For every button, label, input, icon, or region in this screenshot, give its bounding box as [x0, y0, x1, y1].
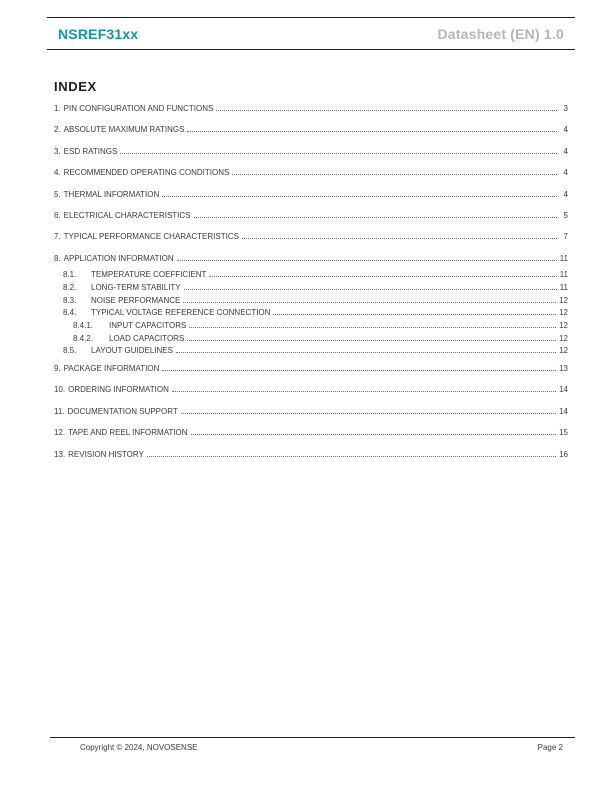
dot-leader [187, 129, 557, 132]
toc-entry[interactable] [73, 333, 568, 346]
toc-entry-label: APPLICATION INFORMATION [63, 253, 174, 263]
toc-entry-label: PIN CONFIGURATION AND FUNCTIONS [63, 104, 214, 113]
toc-entry-page: 4 [563, 168, 568, 178]
toc-entry-label: TYPICAL PERFORMANCE CHARACTERISTICS [63, 232, 239, 242]
toc-entry[interactable] [54, 401, 568, 422]
toc-entry[interactable] [54, 184, 568, 205]
dot-leader [183, 300, 556, 303]
dot-leader [194, 215, 557, 218]
dot-leader [232, 172, 557, 175]
toc-entry[interactable] [63, 345, 568, 358]
toc-entry-page: 14 [559, 406, 568, 416]
toc-entry[interactable] [54, 444, 568, 465]
toc-entry-page: 12 [559, 346, 568, 356]
toc-entry-label: PACKAGE INFORMATION [63, 363, 160, 373]
toc-entry-page: 7 [563, 232, 568, 242]
dot-leader [216, 108, 557, 111]
toc-entry-page: 13 [559, 363, 568, 373]
toc-entry-page: 4 [563, 146, 568, 156]
toc-entry-page: 11 [559, 282, 568, 292]
toc-entry-number: 2. [54, 125, 61, 135]
toc-entry-number: 8.4. [63, 308, 77, 318]
dot-leader [181, 411, 556, 414]
toc-entry-label: LOAD CAPACITORS [109, 333, 185, 343]
toc-entry-page: 14 [559, 385, 568, 395]
toc-entry-label: INPUT CAPACITORS [109, 320, 187, 330]
toc-entry[interactable] [54, 98, 568, 119]
toc-entry-label: ELECTRICAL CHARACTERISTICS [63, 210, 191, 220]
toc-entry-number: 9. [54, 363, 61, 373]
dot-leader [147, 454, 556, 457]
toc-entry-page: 11 [559, 253, 568, 263]
toc-entry[interactable] [54, 422, 568, 443]
toc-entry-number: 8.2. [63, 282, 77, 292]
page-footer [50, 737, 575, 752]
toc-entry[interactable] [54, 119, 568, 140]
toc-entry-number: 7. [54, 232, 61, 242]
dot-leader [187, 338, 556, 341]
toc-entry-page: 11 [559, 270, 568, 280]
toc-entry[interactable] [63, 295, 568, 308]
toc-entry-page: 3 [563, 104, 568, 113]
toc-entry-page: 12 [559, 308, 568, 318]
toc-entry-number: 4. [54, 168, 61, 178]
toc-entry-page: 12 [559, 320, 568, 330]
toc-entry-number: 1. [54, 104, 61, 113]
toc-entry-label: NOISE PERFORMANCE [91, 295, 181, 305]
toc-entry-label: TYPICAL VOLTAGE REFERENCE CONNECTION [91, 308, 271, 318]
toc-entry[interactable] [63, 282, 568, 295]
toc-entry-page: 4 [563, 189, 568, 199]
toc-entry-page: 12 [559, 333, 568, 343]
toc-entry-number: 8.1. [63, 270, 77, 280]
page-header [47, 17, 575, 50]
toc-entry[interactable] [54, 205, 568, 226]
dot-leader [273, 312, 556, 315]
dot-leader [189, 325, 556, 328]
document-title: Datasheet (EN) 1.0 [437, 25, 564, 42]
toc-entry-number: 8.4.1. [73, 320, 94, 330]
toc-entry-number: 8.5. [63, 346, 77, 356]
toc-entry[interactable] [73, 320, 568, 333]
toc-entry-number: 5. [54, 189, 61, 199]
dot-leader [242, 236, 557, 239]
toc-entry-number: 10. [54, 385, 66, 395]
toc-entry-label: ESD RATINGS [63, 146, 118, 156]
toc-entry-label: THERMAL INFORMATION [63, 189, 160, 199]
dot-leader [176, 350, 556, 353]
toc-entry-label: ABSOLUTE MAXIMUM RATINGS [63, 125, 185, 135]
dot-leader [191, 432, 557, 435]
toc-entry-label: RECOMMENDED OPERATING CONDITIONS [63, 168, 230, 178]
index-heading: INDEX [54, 79, 97, 94]
dot-leader [162, 194, 557, 197]
toc-entry-number: 8.3. [63, 295, 77, 305]
toc-entry-label: TAPE AND REEL INFORMATION [68, 428, 188, 438]
toc-entry[interactable] [54, 379, 568, 400]
dot-leader [209, 274, 556, 277]
dot-leader [184, 287, 557, 290]
toc-entry[interactable] [63, 269, 568, 282]
toc-entry-page: 12 [559, 295, 568, 305]
toc-entry[interactable] [63, 307, 568, 320]
toc-entry-number: 8. [54, 253, 61, 263]
toc-entry[interactable] [54, 358, 568, 379]
toc-entry-page: 5 [563, 210, 568, 220]
toc-entry-page: 15 [559, 428, 568, 438]
toc-entry-number: 12. [54, 428, 66, 438]
toc-entry-label: DOCUMENTATION SUPPORT [67, 406, 178, 416]
toc-entry-number: 13. [54, 449, 66, 459]
dot-leader [120, 151, 557, 154]
toc-entry-label: LONG-TERM STABILITY [91, 282, 181, 292]
toc-entry-number: 8.4.2. [73, 333, 94, 343]
page-number: Page 2 [537, 743, 563, 752]
product-name: NSREF31xx [58, 25, 139, 42]
dot-leader [172, 389, 556, 392]
toc-entry[interactable] [54, 141, 568, 162]
dot-leader [177, 258, 557, 261]
dot-leader [162, 368, 556, 371]
toc-entry-number: 6. [54, 210, 61, 220]
toc-entry[interactable] [54, 226, 568, 247]
toc-entry-page: 4 [563, 125, 568, 135]
toc-entry-number: 3. [54, 146, 61, 156]
toc-entry-page: 16 [559, 449, 568, 459]
toc-entry-number: 11. [54, 406, 65, 416]
table-of-contents [54, 98, 568, 465]
copyright-text: Copyright © 2024, NOVOSENSE [80, 743, 198, 752]
toc-entry-label: REVISION HISTORY [68, 449, 144, 459]
toc-entry-label: LAYOUT GUIDELINES [91, 346, 173, 356]
toc-entry-label: TEMPERATURE COEFFICIENT [91, 270, 207, 280]
toc-entry-label: ORDERING INFORMATION [68, 385, 169, 395]
toc-entry[interactable] [54, 248, 568, 269]
toc-entry[interactable] [54, 162, 568, 183]
